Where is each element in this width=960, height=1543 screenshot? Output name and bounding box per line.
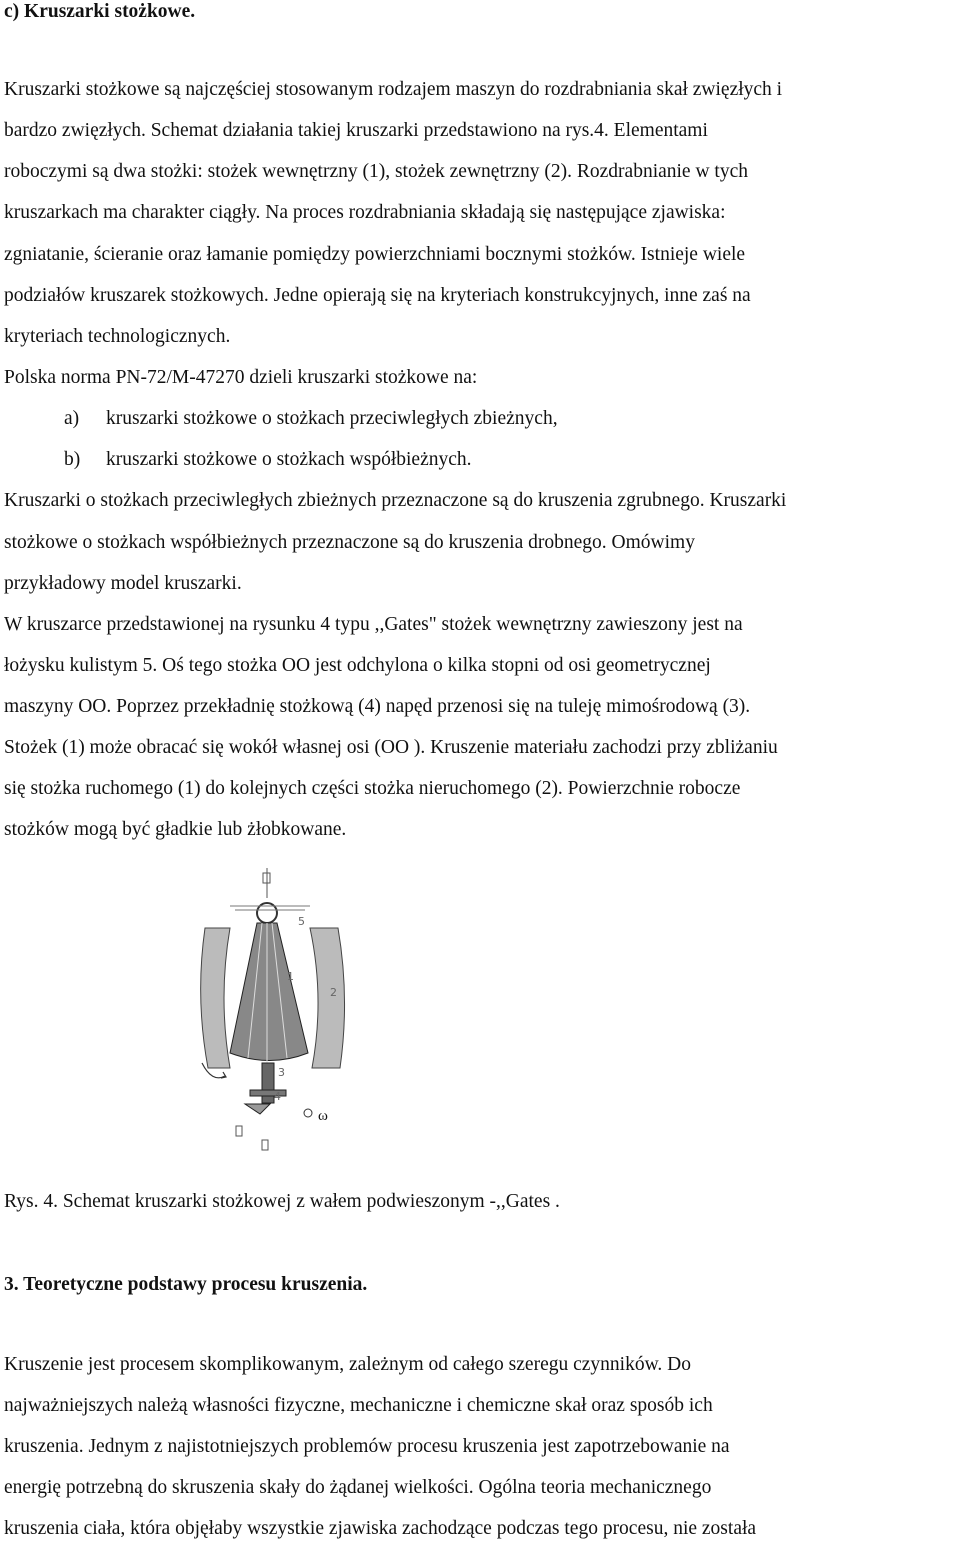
bevel-gear-pinion <box>245 1104 270 1114</box>
paragraph-1-line: Kruszarki stożkowe są najczęściej stosowanym rodzajem maszyn do rozdrabniania skał zwięzłych i <box>4 79 783 100</box>
paragraph-2-line: przykładowy model kruszarki. <box>4 573 242 594</box>
list-item-label: b) <box>64 449 81 470</box>
list-item-label: a) <box>64 408 80 429</box>
paragraph-4-line: kruszenia. Jednym z najistotniejszych problemów procesu kruszenia jest zapotrzebowanie na <box>4 1436 730 1457</box>
paragraph-2-line: stożkowe o stożkach współbieżnych przeznaczone są do kruszenia drobnego. Omówimy <box>4 532 695 553</box>
paragraph-3-line: się stożka ruchomego (1) do kolejnych części stożka nieruchomego (2). Powierzchnie robocze <box>4 778 741 799</box>
paragraph-4-line: najważniejszych należą własności fizyczne, mechaniczne i chemiczne skał oraz sposób ich <box>4 1395 713 1416</box>
paragraph-3-line: stożków mogą być gładkie lub żłobkowane. <box>4 819 347 840</box>
omega-symbol: ω <box>318 1108 328 1124</box>
figure-caption: Rys. 4. Schemat kruszarki stożkowej z wałem podwieszonym -,,Gates . <box>4 1191 560 1212</box>
section-heading: c) Kruszarki stożkowe. <box>4 1 196 22</box>
paragraph-4-line: energię potrzebną do skruszenia skały do żądanej wielkości. Ogólna teoria mechanicznego <box>4 1477 712 1498</box>
paragraph-4-line: kruszenia ciała, która objęłaby wszystkie zjawiska zachodzące podczas tego procesu, nie została <box>4 1518 757 1539</box>
omega-marker <box>304 1109 312 1117</box>
paragraph-1-line: bardzo zwięzłych. Schemat działania takiej kruszarki przedstawiono na rys.4. Elementami <box>4 120 708 141</box>
figure-label-5: 5 <box>298 915 305 928</box>
paragraph-1-line: podziałów kruszarek stożkowych. Jedne opierają się na kryteriach konstrukcyjnych, inne zaś na <box>4 285 751 306</box>
paragraph-1-line: roboczymi są dwa stożki: stożek wewnętrzny (1), stożek zewnętrzny (2). Rozdrabnianie w tych <box>4 161 748 182</box>
outer-cone-left <box>201 928 230 1068</box>
axis-marker <box>236 1126 242 1136</box>
list-item-text: kruszarki stożkowe o stożkach przeciwległych zbieżnych, <box>106 408 558 429</box>
shaft <box>262 1063 274 1103</box>
figure-label-4: 4 <box>274 1090 281 1103</box>
paragraph-3-line: maszyny OO. Poprzez przekładnię stożkową (4) napęd przenosi się na tuleję mimośrodową (3). <box>4 696 751 717</box>
paragraph-1-line: kryteriach technologicznych. <box>4 326 231 347</box>
paragraph-3-line: W kruszarce przedstawionej na rysunku 4 typu ,,Gates" stożek wewnętrzny zawieszony jest na <box>4 614 743 635</box>
norm-line: Polska norma PN-72/M-47270 dzieli kruszarki stożkowe na: <box>4 367 478 388</box>
section-3-heading: 3. Teoretyczne podstawy procesu kruszenia. <box>4 1274 368 1295</box>
outer-cone-right <box>310 928 345 1068</box>
paragraph-4-line: Kruszenie jest procesem skomplikowanym, zależnym od całego szeregu czynników. Do <box>4 1354 691 1375</box>
axis-marker <box>262 1140 268 1150</box>
paragraph-1-line: kruszarkach ma charakter ciągły. Na proces rozdrabniania składają się następujące zjawiska: <box>4 202 726 223</box>
figure-label-2: 2 <box>330 986 337 999</box>
list-item-text: kruszarki stożkowe o stożkach współbieżnych. <box>106 449 472 470</box>
inner-cone <box>230 923 308 1061</box>
paragraph-3-line: Stożek (1) może obracać się wokół własnej osi (OO ). Kruszenie materiału zachodzi przy zbliżaniu <box>4 737 778 758</box>
paragraph-1-line: zgniatanie, ścieranie oraz łamanie pomiędzy powierzchniami bocznymi stożków. Istnieje wiele <box>4 244 746 265</box>
figure-label-1: 1 <box>287 970 294 983</box>
figure-label-3: 3 <box>278 1066 285 1079</box>
paragraph-2-line: Kruszarki o stożkach przeciwległych zbieżnych przeznaczone są do kruszenia zgrubnego. Kruszarki <box>4 490 787 511</box>
paragraph-3-line: łożysku kulistym 5. Oś tego stożka OO jest odchylona o kilka stopni od osi geometrycznej <box>4 655 711 676</box>
cone-crusher-figure <box>190 868 370 1158</box>
